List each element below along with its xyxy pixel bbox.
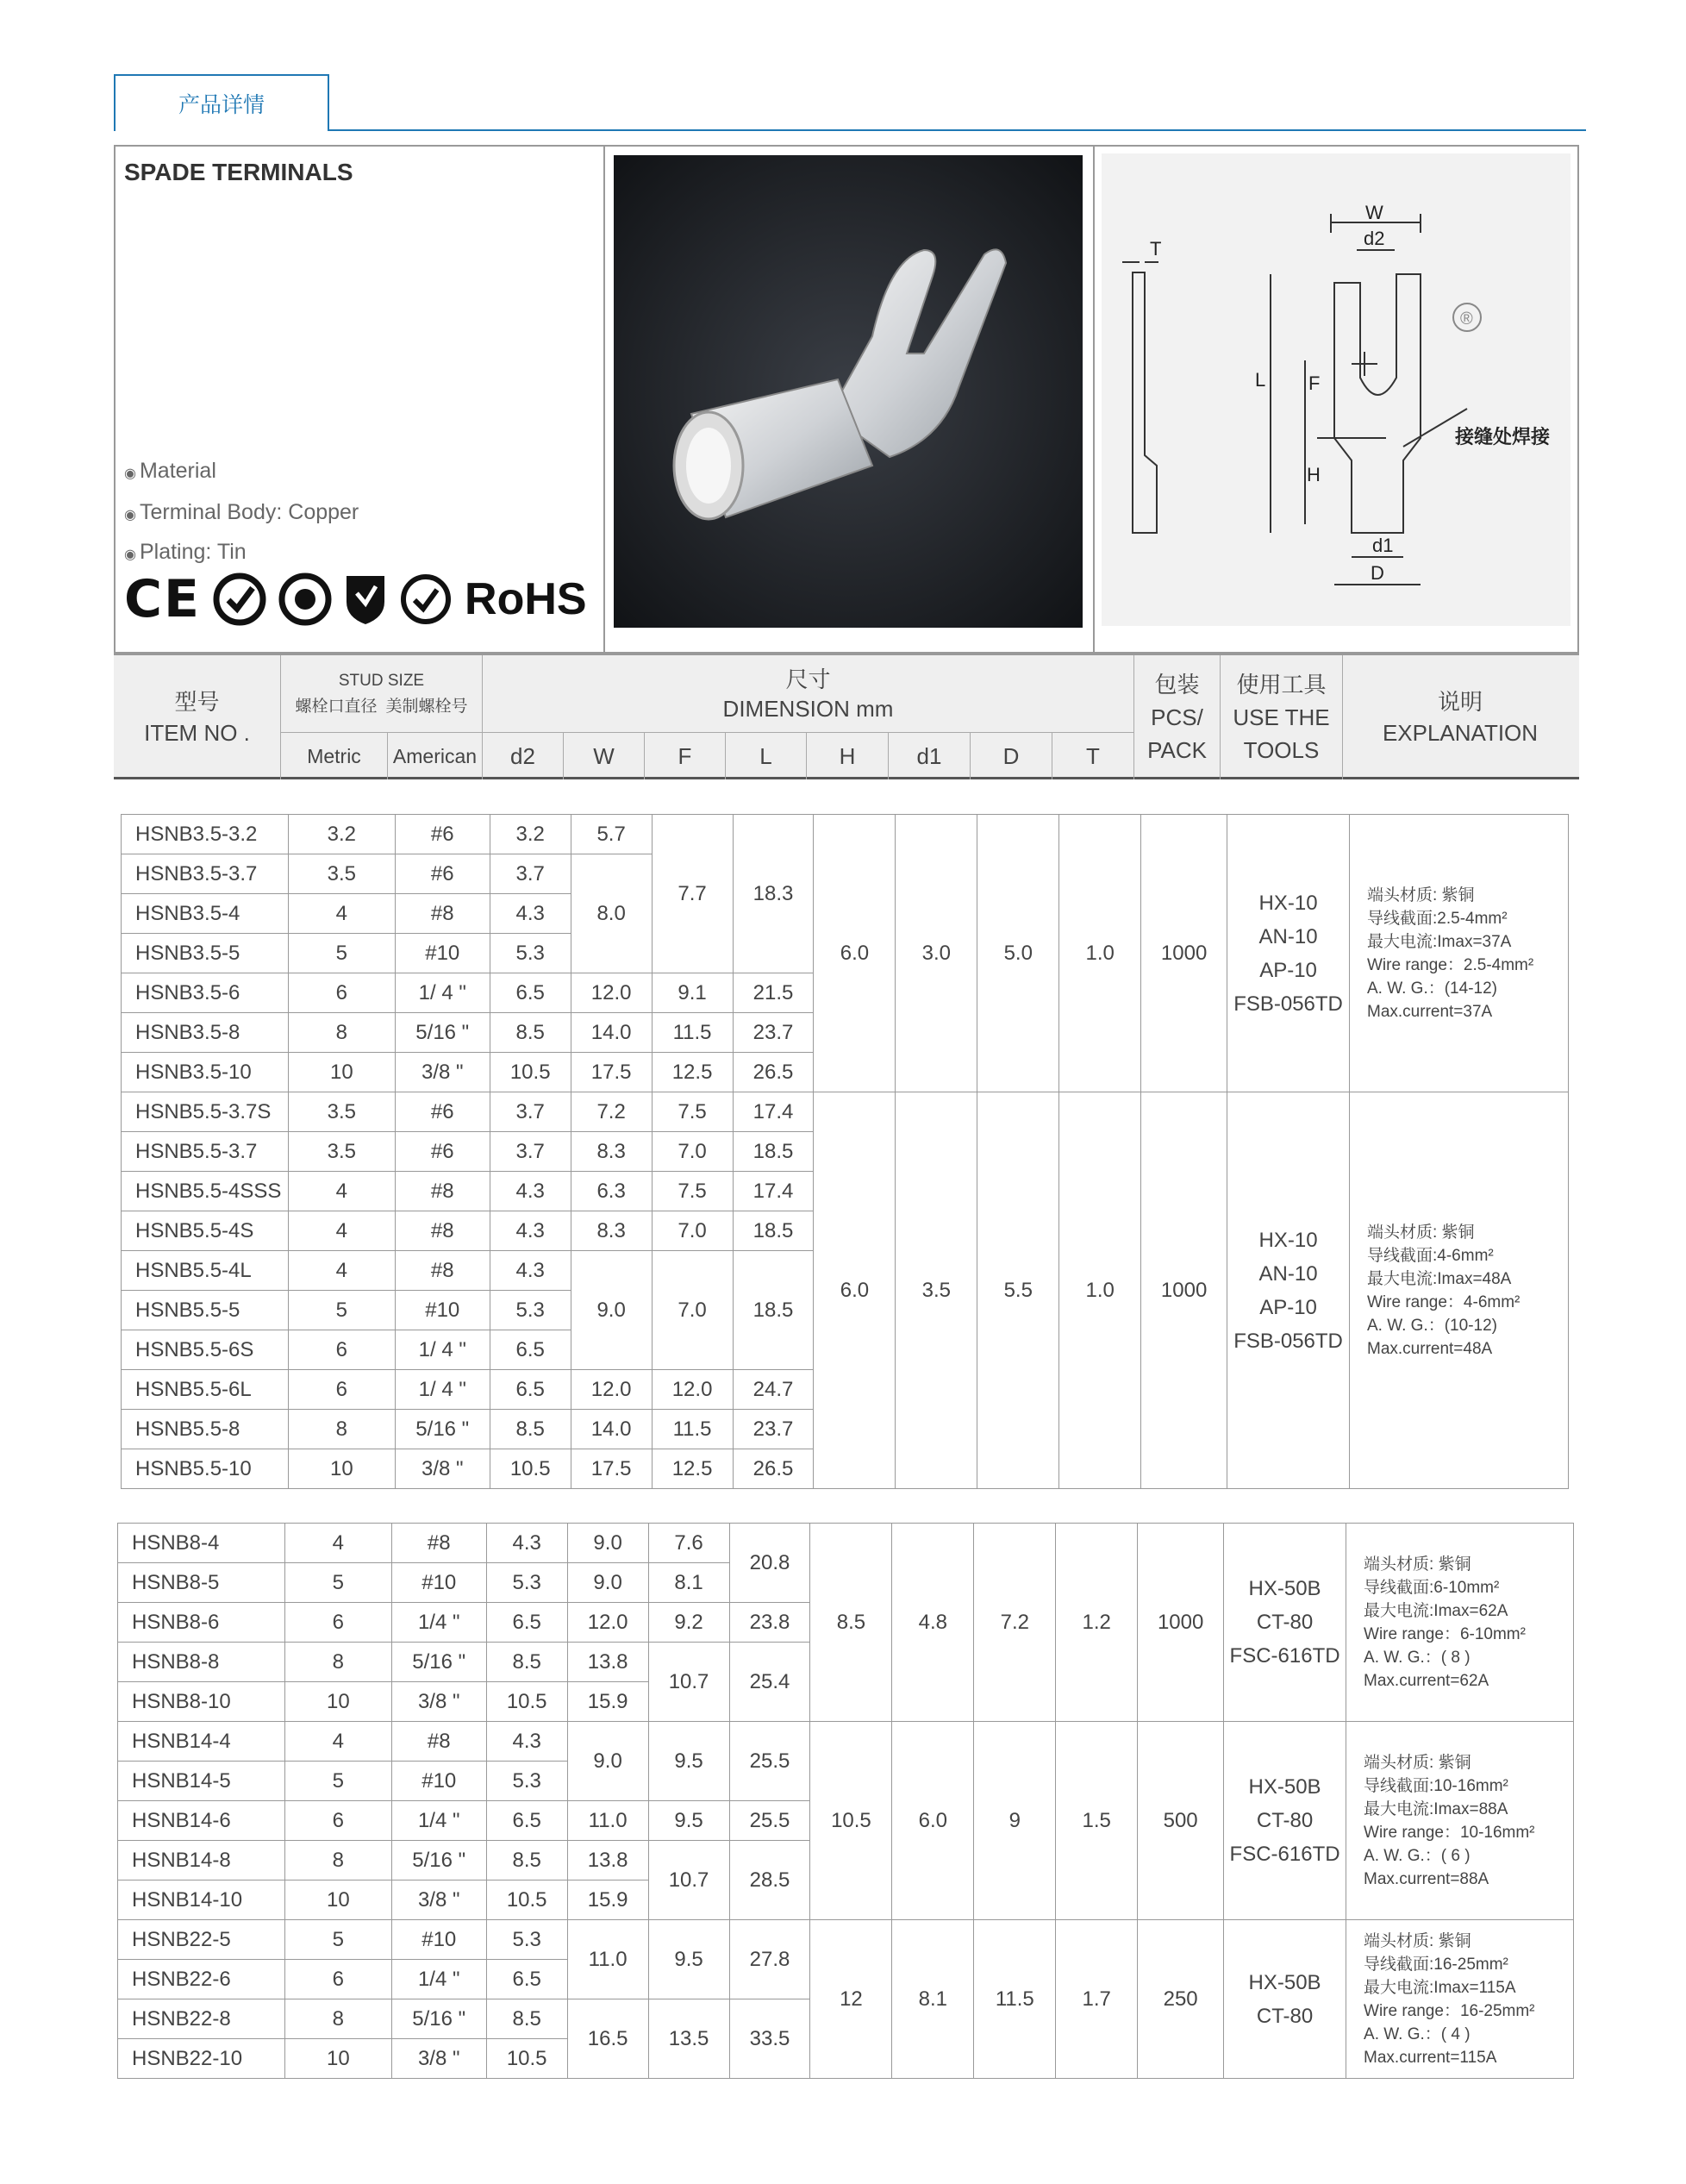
product-photo-cell	[605, 147, 1095, 652]
table-row: HSNB8-6 6 1/4 " 6.5 12.0 9.2 23.8	[118, 1603, 1574, 1643]
header-explanation: 说明 EXPLANATION	[1382, 689, 1539, 746]
bullet-icon: ◉	[124, 466, 136, 481]
bullet-icon: ◉	[124, 548, 136, 562]
table-row: HSNB3.5-3.7 3.5 #6 3.7 8.0	[122, 854, 1569, 894]
rohs-mark: RoHS	[465, 574, 587, 624]
table-row: HSNB8-4 4 #8 4.3 9.0 7.6 20.8 8.5 4.8 7.2 1.2 1000 HX-50B CT-80 FSC-616TD 端头材质: 紫铜 导线截面:6-10mm² 最大电流:Imax=62A Wire range：6-10mm² A. W. G.：( 8 ) Max.current=62A	[118, 1524, 1574, 1563]
tab-product-details[interactable]: 产品详情	[114, 74, 329, 131]
table-hsnb-8-14-22	[117, 1523, 1574, 2079]
tab-bar	[114, 72, 1586, 131]
table-row: HSNB5.5-4L 4 #8 4.3 9.0 7.0 18.5	[122, 1251, 1569, 1291]
product-panel	[114, 145, 1579, 654]
dim-label-t: T	[1150, 238, 1162, 260]
registered-mark: ®	[1460, 310, 1473, 329]
table-row: HSNB3.5-5 5 #10 5.3	[122, 934, 1569, 973]
table-row: HSNB14-5 5 #10 5.3	[118, 1762, 1574, 1801]
table-row: HSNB14-10 10 3/8 " 10.5 15.9	[118, 1880, 1574, 1920]
header-metric: Metric	[281, 733, 388, 779]
header-f: F	[645, 733, 726, 779]
explanation-cell: 端头材质: 紫铜 导线截面:16-25mm² 最大电流:Imax=115A Wire range：16-25mm² A. W. G.：( 4 ) Max.current=115A	[1346, 1920, 1574, 2079]
ce-mark-icon: CE	[124, 569, 202, 629]
table-row: HSNB3.5-10 10 3/8 " 10.5 17.5 12.5 26.5	[122, 1053, 1569, 1092]
table-row: HSNB22-10 10 3/8 " 10.5	[118, 2039, 1574, 2079]
header-american: American	[388, 733, 483, 779]
product-photo	[614, 155, 1083, 628]
dim-label-d: D	[1371, 562, 1384, 584]
spec-body: ◉ Terminal Body: Copper	[124, 500, 359, 524]
table-row: HSNB3.5-8 8 5/16 " 8.5 14.0 11.5 23.7	[122, 1013, 1569, 1053]
table-hsnb-3-5-and-5-5	[121, 814, 1569, 1489]
table-row: HSNB14-8 8 5/16 " 8.5 13.8 10.7 28.5	[118, 1841, 1574, 1880]
table-row: HSNB3.5-4 4 #8 4.3	[122, 894, 1569, 934]
dimension-drawing-icon	[1102, 153, 1570, 626]
product-info	[116, 147, 605, 652]
explanation-cell: 端头材质: 紫铜 导线截面:6-10mm² 最大电流:Imax=62A Wire range：6-10mm² A. W. G.：( 8 ) Max.current=62A	[1346, 1524, 1574, 1722]
header-pack: 包装 PCS/ PACK	[1134, 655, 1221, 779]
spec-plating: ◉ Plating: Tin	[124, 540, 247, 564]
header-d1: d1	[889, 733, 971, 779]
table-row: HSNB3.5-3.2 3.2 #6 3.2 5.7 7.7 18.3 6.0 3.0 5.0 1.0 1000 HX-10 AN-10 AP-10 FSB-056TD 端头材质: 紫铜 导线截面:2.5-4mm² 最大电流:Imax=37A Wire range：2.5-4mm² A. W. G.：(14-12) Max.current=37A	[122, 815, 1569, 854]
ccc-mark-icon	[213, 573, 266, 626]
table-row: HSNB14-6 6 1/4 " 6.5 11.0 9.5 25.5	[118, 1801, 1574, 1841]
tools-cell: HX-50B CT-80 FSC-616TD	[1224, 1524, 1346, 1722]
header-tools: 使用工具 USE THE TOOLS	[1221, 655, 1343, 779]
explanation-cell: 端头材质: 紫铜 导线截面:10-16mm² 最大电流:Imax=88A Wire range：10-16mm² A. W. G.：( 6 ) Max.current=88A	[1346, 1722, 1574, 1920]
quality-mark-icon	[278, 573, 332, 626]
technical-drawing-cell	[1095, 147, 1577, 652]
sgs-mark-icon	[399, 573, 453, 626]
table-row: HSNB5.5-6S 6 1/ 4 " 6.5	[122, 1330, 1569, 1370]
header-w: W	[564, 733, 645, 779]
tools-cell: HX-50B CT-80	[1224, 1920, 1346, 2079]
shield-mark-icon	[344, 573, 387, 626]
table-row: HSNB3.5-6 6 1/ 4 " 6.5 12.0 9.1 21.5	[122, 973, 1569, 1013]
dim-label-d2: d2	[1364, 228, 1385, 249]
dim-label-w: W	[1365, 202, 1383, 223]
tools-cell: HX-10 AN-10 AP-10 FSB-056TD	[1227, 815, 1350, 1092]
weld-seam-note: 接缝处焊接	[1455, 426, 1551, 447]
dim-label-l: L	[1255, 369, 1266, 391]
table-row: HSNB22-5 5 #10 5.3 11.0 9.5 27.8 12 8.1 11.5 1.7 250 HX-50B CT-80 端头材质: 紫铜 导线截面:16-25mm² 最大电流:Imax=115A Wire range：16-25mm² A. W. G.：( 4 ) Max.current=115A	[118, 1920, 1574, 1960]
tools-cell: HX-10 AN-10 AP-10 FSB-056TD	[1227, 1092, 1350, 1489]
table-row: HSNB8-5 5 #10 5.3 9.0 8.1	[118, 1563, 1574, 1603]
dim-label-h: H	[1307, 464, 1321, 485]
explanation-cell: 端头材质: 紫铜 导线截面:2.5-4mm² 最大电流:Imax=37A Wire range：2.5-4mm² A. W. G.：(14-12) Max.current=37A	[1350, 815, 1569, 1092]
table-header	[114, 654, 1579, 779]
header-d2: d2	[483, 733, 564, 779]
table-row: HSNB22-8 8 5/16 " 8.5 16.5 13.5 33.5	[118, 1999, 1574, 2039]
bullet-icon: ◉	[124, 508, 136, 523]
spade-terminal-photo-icon	[614, 155, 1083, 628]
table-row: HSNB22-6 6 1/4 " 6.5	[118, 1960, 1574, 1999]
table-row: HSNB14-4 4 #8 4.3 9.0 9.5 25.5 10.5 6.0 9 1.5 500 HX-50B CT-80 FSC-616TD 端头材质: 紫铜 导线截面:10-16mm² 最大电流:Imax=88A Wire range：10-16mm² A. W. G.：( 6 ) Max.current=88A	[118, 1722, 1574, 1762]
table-row: HSNB5.5-3.7 3.5 #6 3.7 8.3 7.0 18.5	[122, 1132, 1569, 1172]
product-title: SPADE TERMINALS	[124, 159, 353, 185]
header-stud-size: STUD SIZE 螺栓口直径 美制螺栓号	[281, 655, 483, 733]
technical-drawing	[1102, 153, 1570, 626]
table-row: HSNB8-8 8 5/16 " 8.5 13.8 10.7 25.4	[118, 1643, 1574, 1682]
table-row: HSNB5.5-10 10 3/8 " 10.5 17.5 12.5 26.5	[122, 1449, 1569, 1489]
table-row: HSNB5.5-3.7S 3.5 #6 3.7 7.2 7.5 17.4 6.0 3.5 5.5 1.0 1000 HX-10 AN-10 AP-10 FSB-056TD 端头材质: 紫铜 导线截面:4-6mm² 最大电流:Imax=48A Wire range：4-6mm² A. W. G.：(10-12) Max.current=48A	[122, 1092, 1569, 1132]
table-row: HSNB5.5-5 5 #10 5.3	[122, 1291, 1569, 1330]
header-dimension: 尺寸 DIMENSION mm	[483, 655, 1134, 733]
header-l: L	[726, 733, 807, 779]
table-row: HSNB5.5-4SSS 4 #8 4.3 6.3 7.5 17.4	[122, 1172, 1569, 1211]
spec-material: ◉ Material	[124, 459, 216, 483]
header-h: H	[807, 733, 889, 779]
explanation-cell: 端头材质: 紫铜 导线截面:4-6mm² 最大电流:Imax=48A Wire range：4-6mm² A. W. G.：(10-12) Max.current=48A	[1350, 1092, 1569, 1489]
table-row: HSNB5.5-4S 4 #8 4.3 8.3 7.0 18.5	[122, 1211, 1569, 1251]
header-t: T	[1052, 733, 1134, 779]
table-row: HSNB8-10 10 3/8 " 10.5 15.9	[118, 1682, 1574, 1722]
header-item-no: 型号 ITEM NO .	[114, 655, 281, 779]
certifications	[124, 569, 587, 629]
table-row: HSNB5.5-8 8 5/16 " 8.5 14.0 11.5 23.7	[122, 1410, 1569, 1449]
dim-label-f: F	[1308, 372, 1321, 394]
dim-label-d1: d1	[1372, 535, 1394, 556]
tools-cell: HX-50B CT-80 FSC-616TD	[1224, 1722, 1346, 1920]
table-row: HSNB5.5-6L 6 1/ 4 " 6.5 12.0 12.0 24.7	[122, 1370, 1569, 1410]
header-d: D	[971, 733, 1052, 779]
